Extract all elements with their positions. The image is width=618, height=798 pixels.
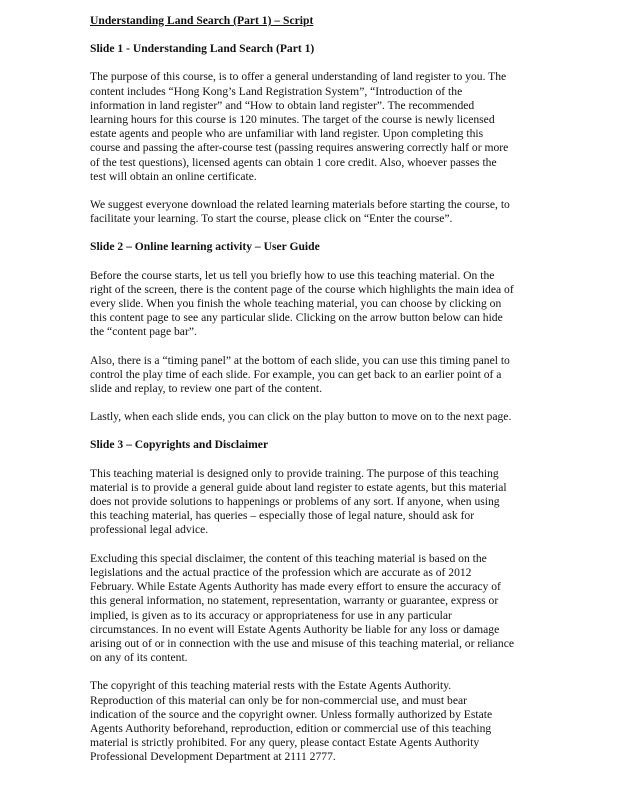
- document-title: Understanding Land Search (Part 1) – Script: [90, 14, 314, 27]
- section-heading: Slide 1 - Understanding Land Search (Part 1): [90, 42, 315, 56]
- section-slide-2: [90, 240, 515, 424]
- paragraph: The copyright of this teaching material rests with the Estate Agents Authority. Reproduction of this material can only be for non-commercial use, and must bear indication of the source and the copyright owner. Unless formally authorized by Estate Agents Authority beforehand, reproduction, edition or commercial use of this teaching material is strictly prohibited. For any query, please contact Estate Agents Authority Professional Development Department at 2111 2777.: [90, 679, 493, 764]
- paragraph: Before the course starts, let us tell you briefly how to use this teaching material. On the right of the screen, there is the content page of the course which highlights the main idea of every slide. When you finish the whole teaching material, you can choose by clicking on this content page to see any particular slide. Clicking on the arrow button below can hide the “content page bar”.: [90, 268, 514, 339]
- section-heading: Slide 2 – Online learning activity – User Guide: [90, 240, 320, 254]
- paragraph: Lastly, when each slide ends, you can click on the play button to move on to the next page.: [90, 410, 512, 424]
- document-page: [90, 14, 515, 779]
- paragraph: Also, there is a “timing panel” at the bottom of each slide, you can use this timing panel to control the play time of each slide. For example, you can get back to an earlier point of a slide and replay, to review one part of the content.: [90, 353, 510, 396]
- paragraph: Excluding this special disclaimer, the content of this teaching material is based on the legislations and the actual practice of the profession which are accurate as of 2012 February. While Estate Agents Authority has made every effort to ensure the accuracy of this general information, no statement, representation, warranty or guarantee, express or implied, is given as to its accuracy or appropriateness for use in any particular circumstances. In no event will Estate Agents Authority be liable for any loss or damage arising out of or in connection with the use and misuse of this teaching material, or reliance on any of its content.: [90, 551, 515, 665]
- paragraph: We suggest everyone download the related learning materials before starting the course, to facilitate your learning. To start the course, please click on “Enter the course”.: [90, 198, 510, 226]
- paragraph: The purpose of this course, is to offer a general understanding of land register to you. The content includes “Hong Kong’s Land Registration System”, “Introduction of the information in land register” and “How to obtain land register”. The recommended learning hours for this course is 120 minutes. The target of the course is newly licensed estate agents and people who are unfamiliar with land register. Upon completing this course and passing the after-course test (passing requires answering correctly half or more of the test questions), licensed agents can obtain 1 core credit. Also, whoever passes the test will obtain an online certificate.: [90, 70, 509, 183]
- section-heading: Slide 3 – Copyrights and Disclaimer: [90, 438, 269, 452]
- section-slide-1: [90, 42, 515, 226]
- section-slide-3: [90, 438, 515, 764]
- paragraph: This teaching material is designed only to provide training. The purpose of this teaching material is to provide a general guide about land register to estate agents, but this material does not provide solutions to happenings or problems of any sort. If anyone, when using this teaching material, has queries – especially those of legal nature, should ask for professional legal advice.: [90, 466, 507, 537]
